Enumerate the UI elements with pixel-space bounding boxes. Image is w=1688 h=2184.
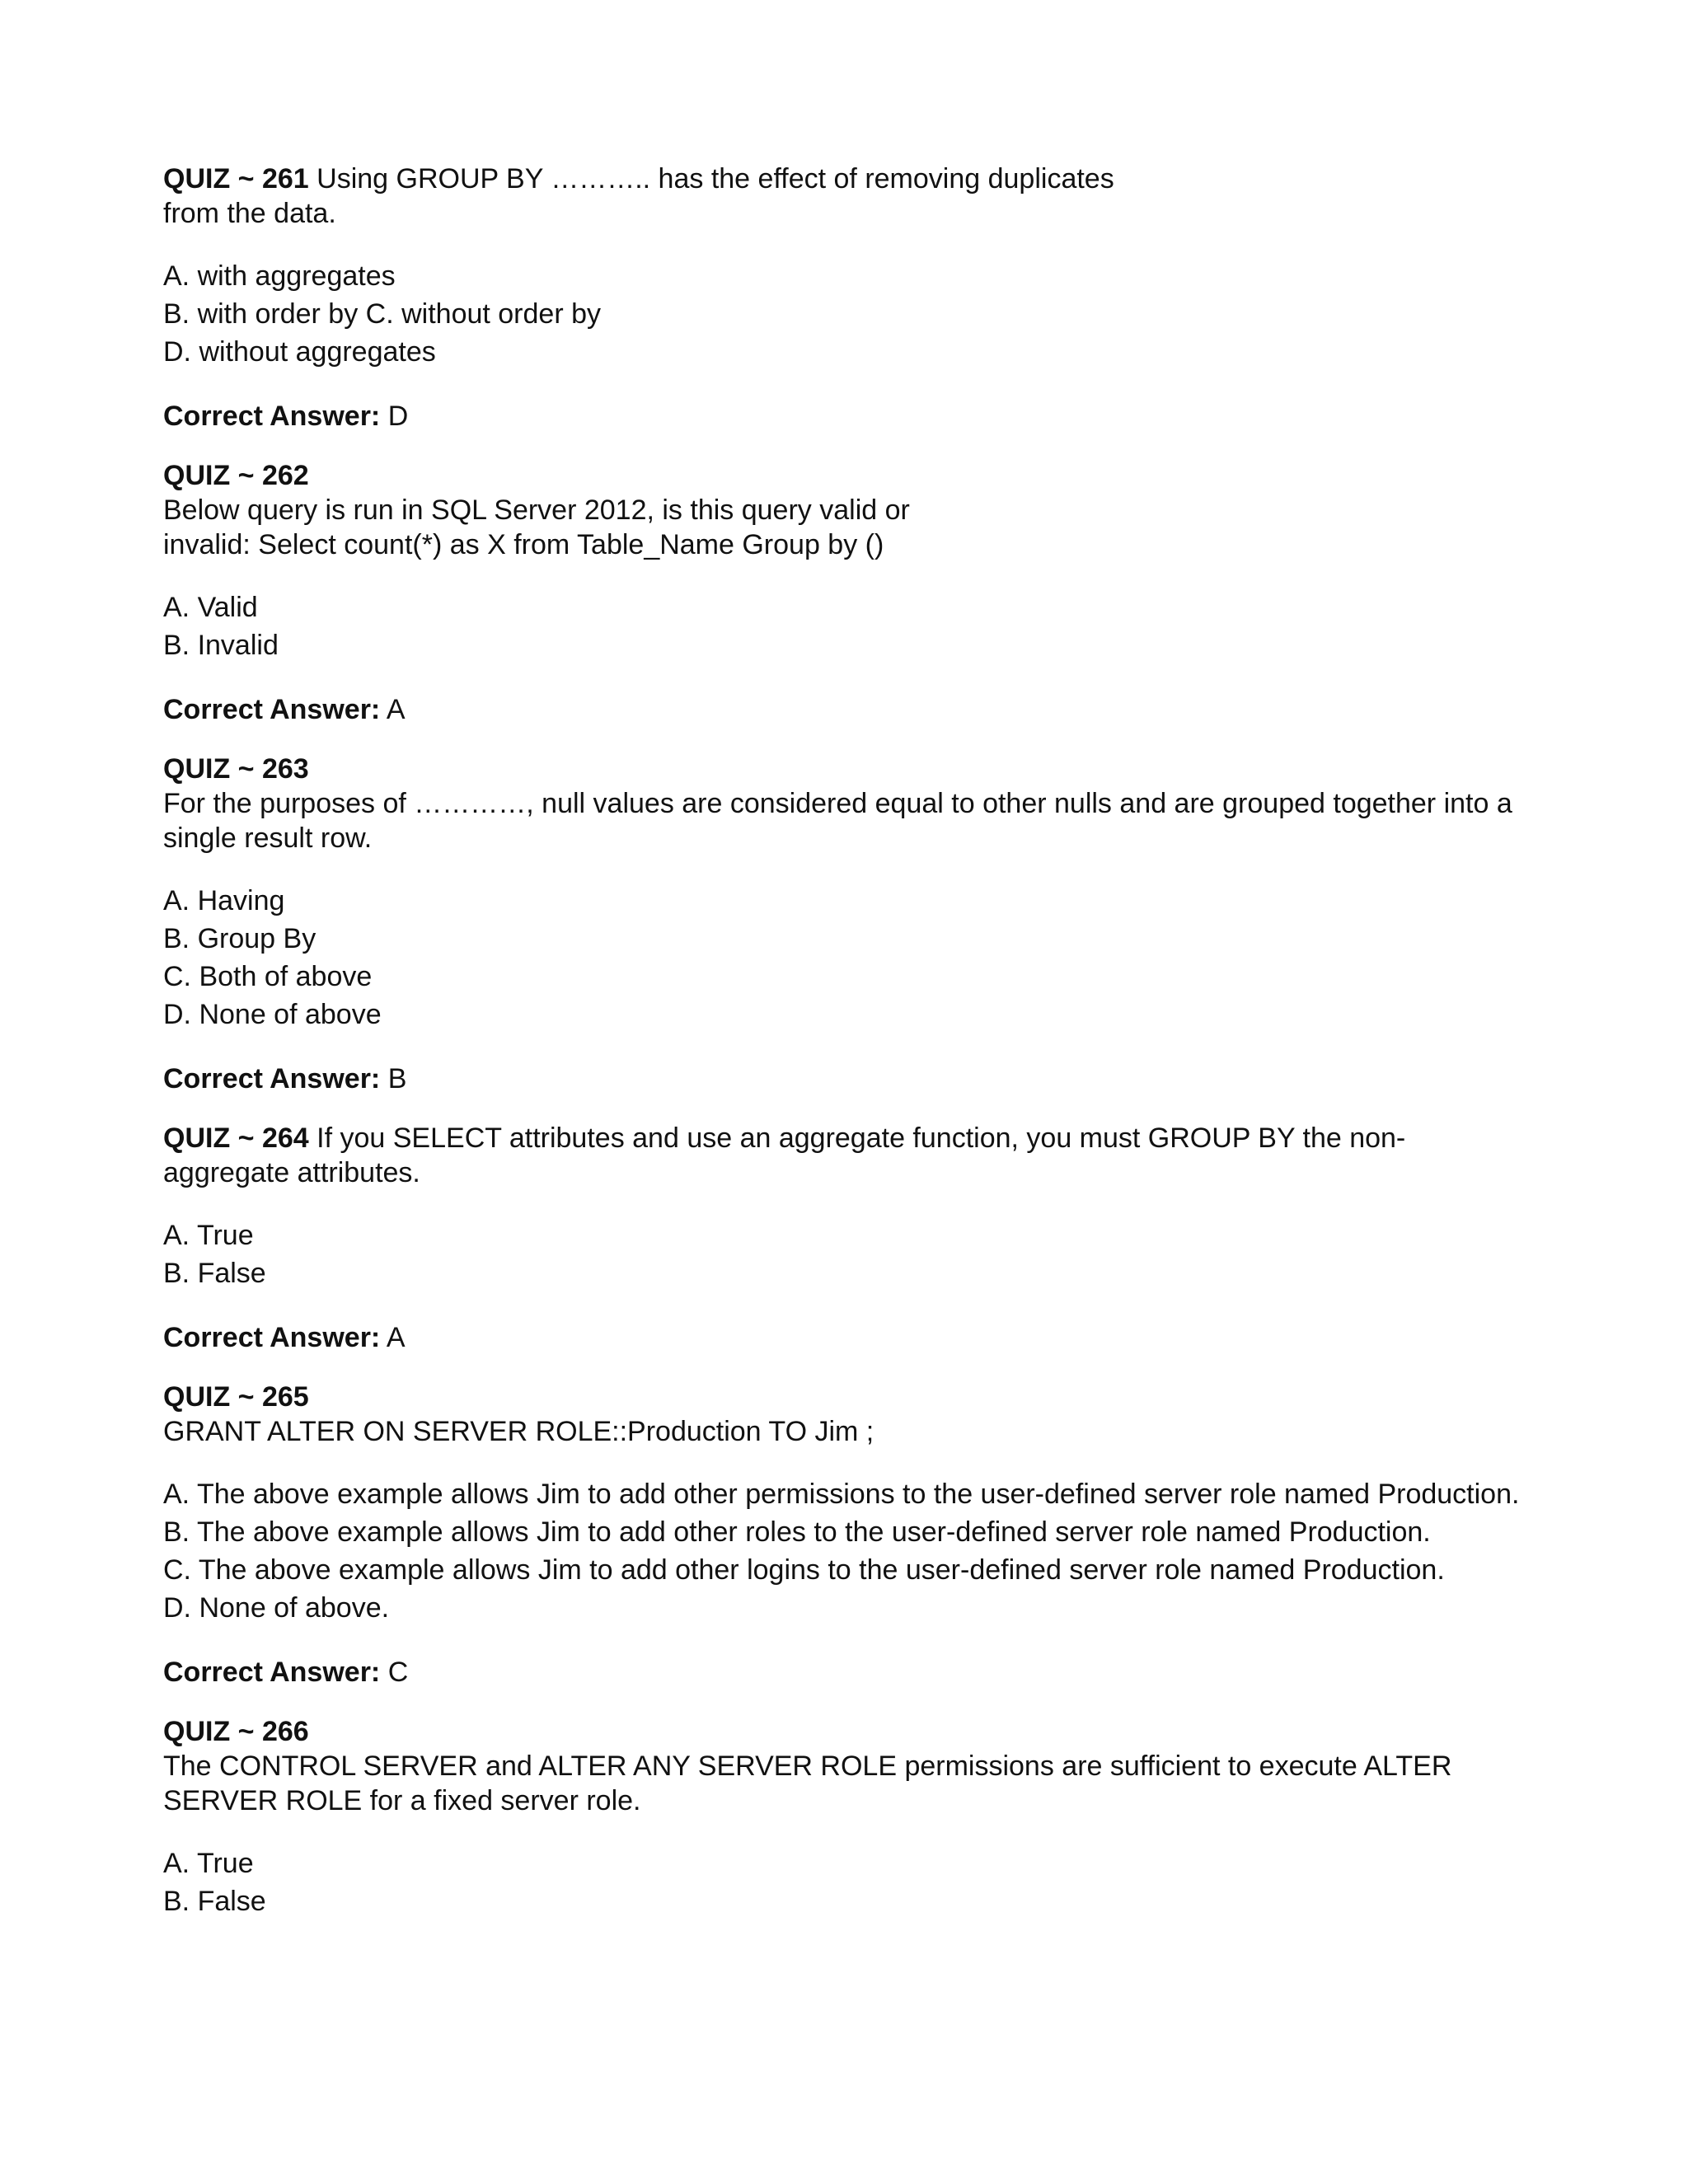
question — [163, 458, 1523, 562]
quiz-heading: QUIZ ~ 264 — [163, 1122, 309, 1154]
option: A. True — [163, 1848, 254, 1879]
quiz-heading: QUIZ ~ 266 — [163, 1716, 309, 1747]
correct-answer — [163, 399, 1523, 434]
quiz-261 — [163, 162, 1523, 434]
answer-label: Correct Answer: — [163, 1063, 381, 1094]
options-list — [163, 259, 1523, 369]
option: B. False — [163, 1886, 266, 1917]
option: C. Both of above — [163, 961, 373, 992]
quiz-heading: QUIZ ~ 263 — [163, 753, 309, 785]
option: B. False — [163, 1258, 266, 1289]
answer-value: B — [380, 1063, 407, 1094]
answer-label: Correct Answer: — [163, 401, 381, 432]
quiz-262 — [163, 458, 1523, 727]
question-line: The CONTROL SERVER and ALTER ANY SERVER ROLE permissions are sufficient to execute ALTER — [163, 1750, 1452, 1782]
quiz-heading: QUIZ ~ 261 — [163, 163, 309, 194]
question — [163, 1380, 1523, 1449]
option: D. None of above — [163, 999, 382, 1030]
options-list — [163, 1477, 1523, 1625]
correct-answer — [163, 1655, 1523, 1690]
quiz-264 — [163, 1121, 1523, 1355]
option: A. with aggregates — [163, 260, 396, 292]
options-list — [163, 1218, 1523, 1291]
question-text: If you SELECT attributes and use an aggregate function, you must GROUP BY the non- — [308, 1122, 1406, 1154]
question-line: invalid: Select count(*) as X from Table_Name Group by () — [163, 529, 884, 560]
option: B. The above example allows Jim to add other roles to the user-defined server role named Production. — [163, 1516, 1431, 1548]
question-line: For the purposes of …………, null values are considered equal to other nulls and are grouped together into a — [163, 788, 1512, 819]
options-list — [163, 590, 1523, 663]
option: D. without aggregates — [163, 336, 436, 368]
option: B. Invalid — [163, 630, 279, 661]
option: C. The above example allows Jim to add other logins to the user-defined server role named Production. — [163, 1554, 1445, 1586]
question-line: single result row. — [163, 823, 373, 854]
answer-label: Correct Answer: — [163, 1657, 381, 1688]
option: B. Group By — [163, 923, 316, 954]
question — [163, 1714, 1523, 1818]
option: A. True — [163, 1220, 254, 1251]
quiz-265 — [163, 1380, 1523, 1690]
question — [163, 162, 1523, 231]
question-line: aggregate attributes. — [163, 1157, 420, 1188]
answer-value: C — [380, 1657, 409, 1688]
question-text: Using GROUP BY ……….. has the effect of removing duplicates — [308, 163, 1114, 194]
answer-value: A — [380, 1322, 406, 1353]
question-line: Below query is run in SQL Server 2012, is this query valid or — [163, 494, 910, 526]
correct-answer — [163, 1320, 1523, 1355]
answer-label: Correct Answer: — [163, 1322, 381, 1353]
answer-value: A — [380, 694, 406, 725]
question-line: SERVER ROLE for a fixed server role. — [163, 1785, 641, 1816]
quiz-heading: QUIZ ~ 262 — [163, 460, 309, 491]
option: D. None of above. — [163, 1592, 390, 1624]
option: B. with order by C. without order by — [163, 298, 602, 330]
option: A. Having — [163, 885, 285, 916]
question — [163, 752, 1523, 855]
quiz-263 — [163, 752, 1523, 1096]
quiz-page — [163, 162, 1523, 1922]
quiz-266 — [163, 1714, 1523, 1919]
quiz-heading: QUIZ ~ 265 — [163, 1381, 309, 1413]
correct-answer — [163, 1062, 1523, 1096]
correct-answer — [163, 692, 1523, 727]
options-list — [163, 1846, 1523, 1919]
question-line: from the data. — [163, 198, 336, 229]
option: A. Valid — [163, 592, 258, 623]
question — [163, 1121, 1523, 1190]
question-line: GRANT ALTER ON SERVER ROLE::Production TO Jim ; — [163, 1416, 874, 1447]
option: A. The above example allows Jim to add other permissions to the user-defined server role named Production. — [163, 1479, 1520, 1510]
options-list — [163, 883, 1523, 1032]
answer-value: D — [380, 401, 409, 432]
answer-label: Correct Answer: — [163, 694, 381, 725]
